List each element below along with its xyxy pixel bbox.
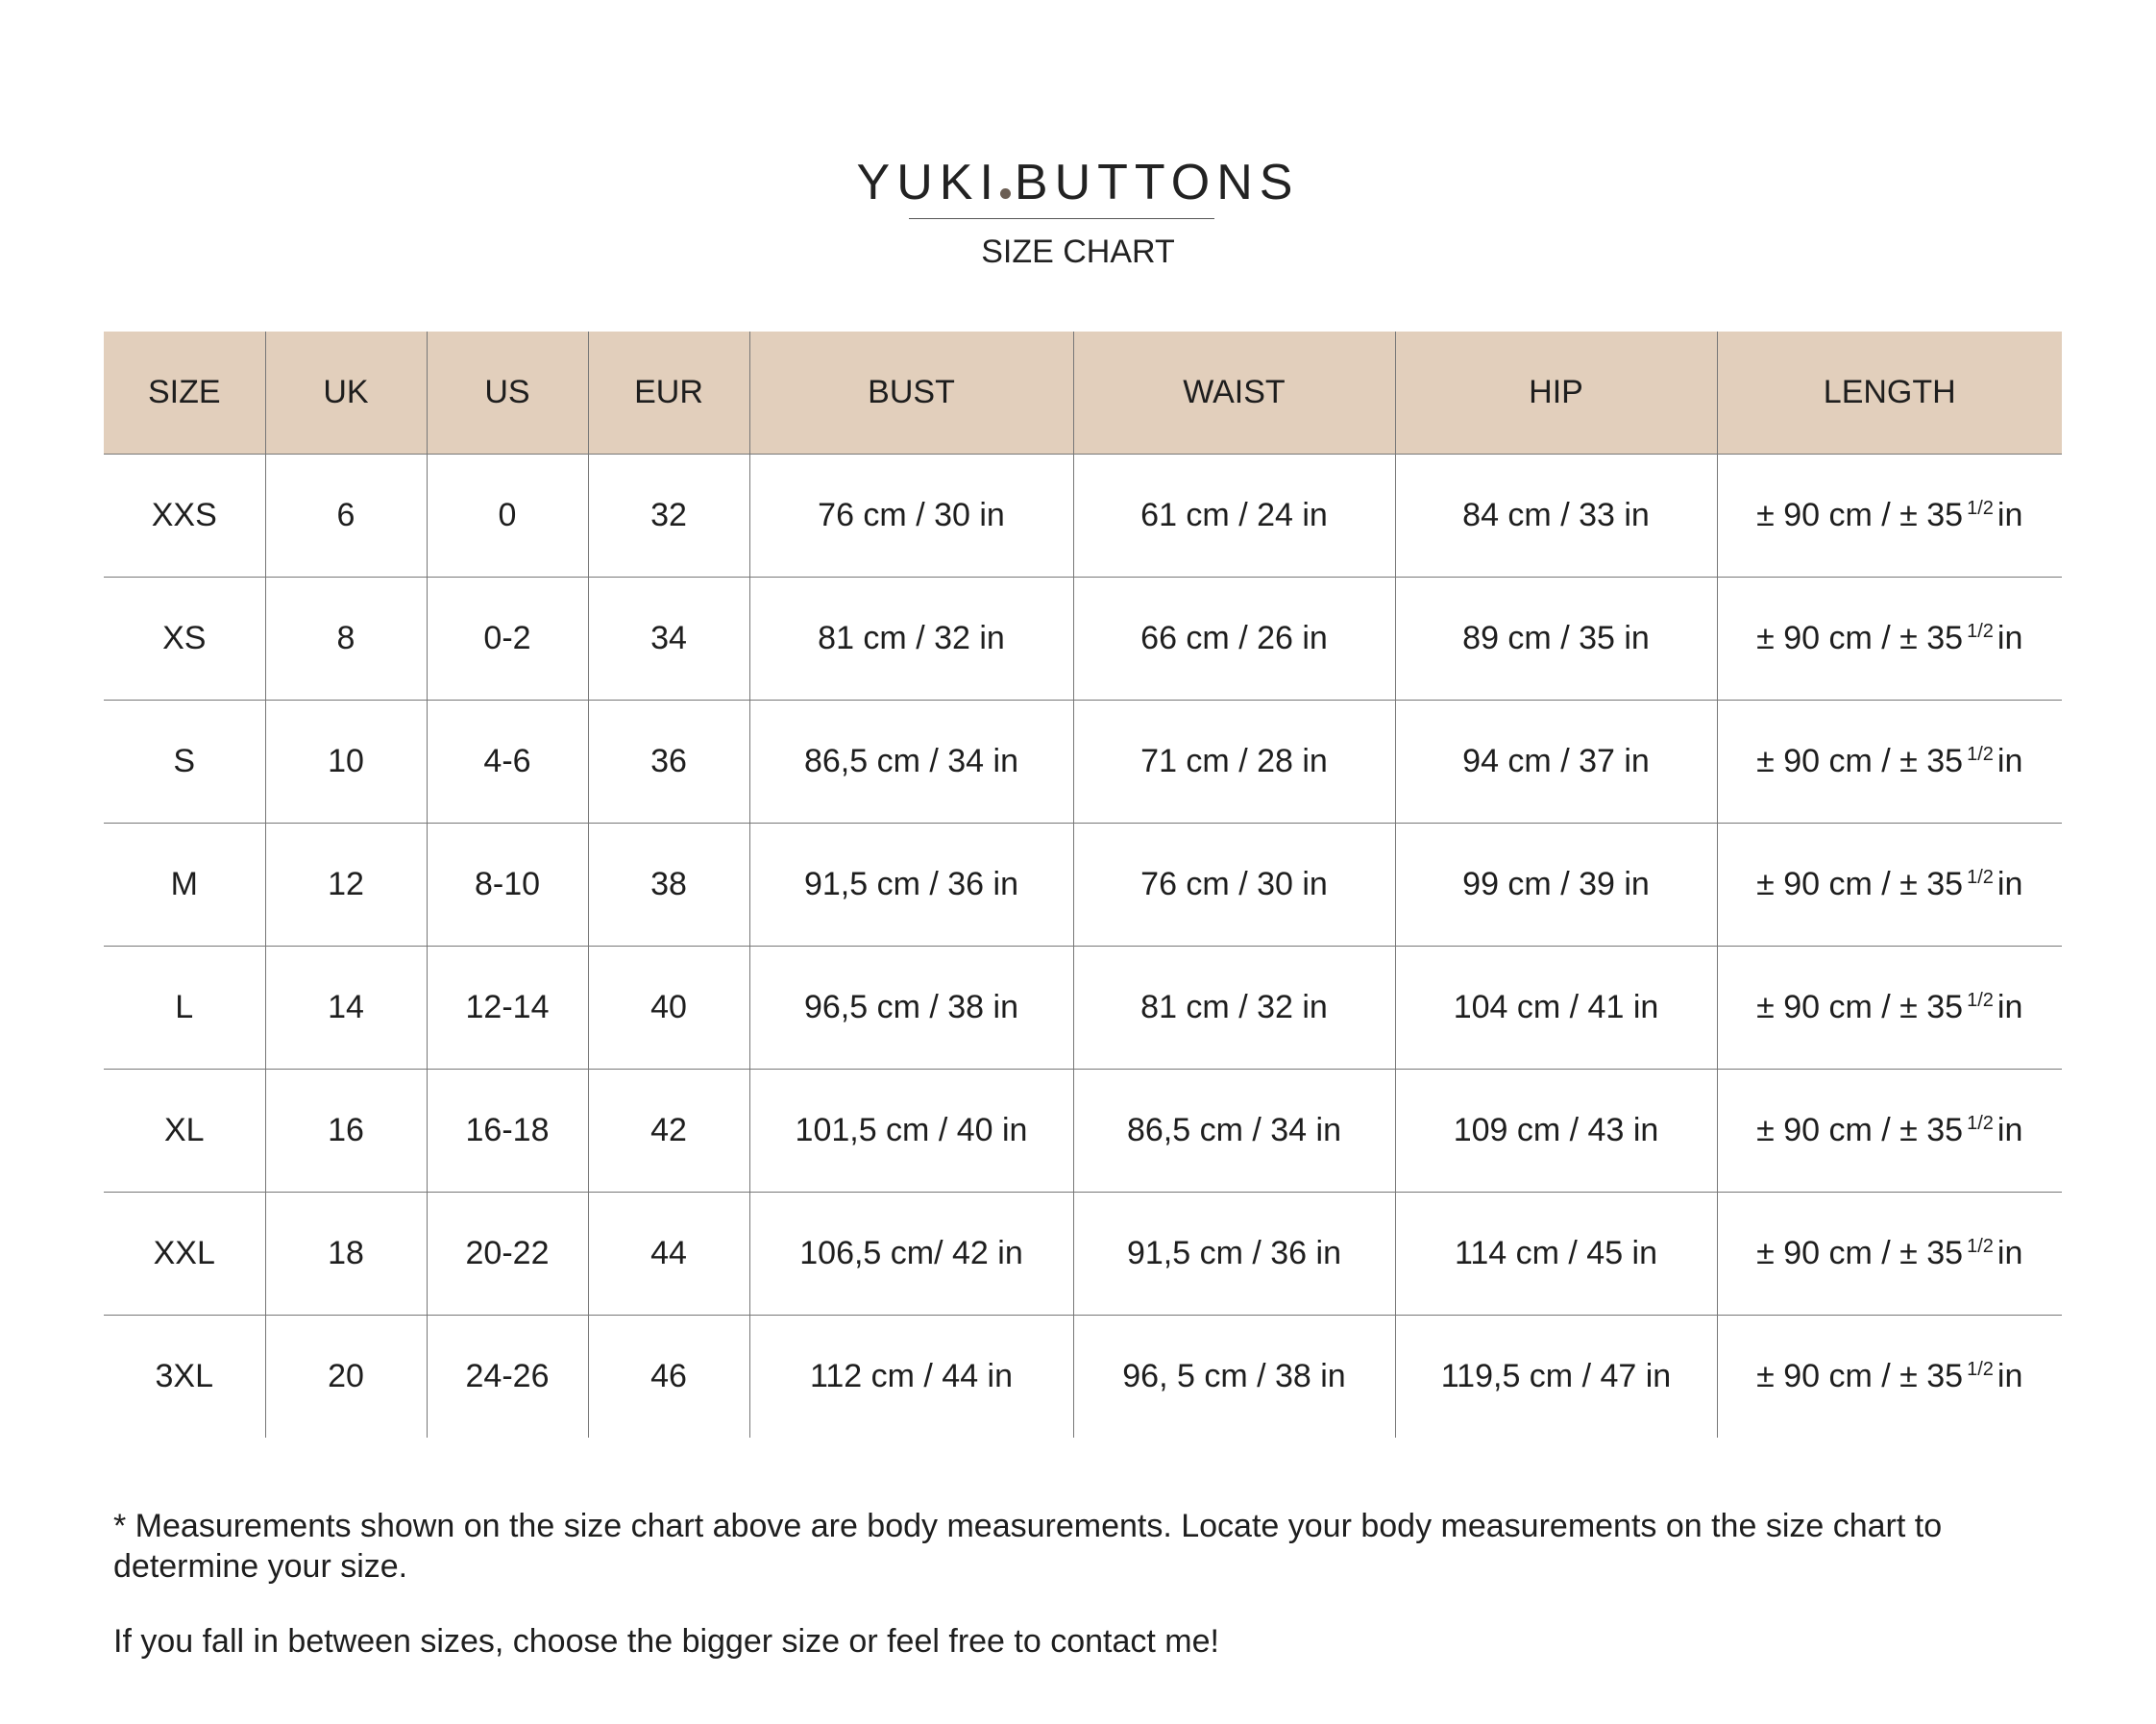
cell-eur: 46 <box>588 1316 749 1439</box>
brand-logo <box>0 152 2156 213</box>
cell-bust: 76 cm / 30 in <box>749 455 1073 578</box>
column-header-bust: BUST <box>749 332 1073 455</box>
cell-length <box>1717 1193 2062 1316</box>
cell-bust: 81 cm / 32 in <box>749 578 1073 701</box>
column-header-eur: EUR <box>588 332 749 455</box>
column-header-length: LENGTH <box>1717 332 2062 455</box>
cell-size: XL <box>104 1070 265 1193</box>
cell-eur: 42 <box>588 1070 749 1193</box>
cell-us: 4-6 <box>427 701 588 824</box>
cell-us: 0 <box>427 455 588 578</box>
cell-size: M <box>104 824 265 947</box>
table-row <box>104 824 2062 947</box>
cell-uk: 20 <box>265 1316 427 1439</box>
cell-length <box>1717 947 2062 1070</box>
table-row <box>104 1316 2062 1439</box>
brand-divider <box>909 218 1214 219</box>
cell-us: 8-10 <box>427 824 588 947</box>
cell-bust: 91,5 cm / 36 in <box>749 824 1073 947</box>
table-row <box>104 701 2062 824</box>
cell-size: XXS <box>104 455 265 578</box>
length-value: ± 90 cm / ± 35 <box>1756 620 1964 656</box>
cell-hip: 114 cm / 45 in <box>1395 1193 1717 1316</box>
cell-hip: 89 cm / 35 in <box>1395 578 1717 701</box>
cell-hip: 109 cm / 43 in <box>1395 1070 1717 1193</box>
cell-size: L <box>104 947 265 1070</box>
column-header-uk: UK <box>265 332 427 455</box>
cell-uk: 16 <box>265 1070 427 1193</box>
length-value: ± 90 cm / ± 35 <box>1756 497 1964 533</box>
cell-waist: 96, 5 cm / 38 in <box>1073 1316 1395 1439</box>
brand-name-right: BUTTONS <box>1014 155 1300 210</box>
cell-bust: 112 cm / 44 in <box>749 1316 1073 1439</box>
sizing-advice-note: If you fall in between sizes, choose the bigger size or feel free to contact me! <box>113 1623 1219 1660</box>
length-fraction: 1/2 <box>1967 867 1994 888</box>
column-header-hip: HIP <box>1395 332 1717 455</box>
cell-uk: 6 <box>265 455 427 578</box>
cell-hip: 84 cm / 33 in <box>1395 455 1717 578</box>
measurement-note: * Measurements shown on the size chart above are body measurements. Locate your body measurements on the size chart to determine your size. <box>113 1508 1943 1585</box>
cell-waist: 66 cm / 26 in <box>1073 578 1395 701</box>
length-fraction: 1/2 <box>1967 990 1994 1011</box>
length-unit: in <box>1997 1235 2023 1271</box>
length-fraction: 1/2 <box>1967 1113 1994 1134</box>
cell-uk: 8 <box>265 578 427 701</box>
length-fraction: 1/2 <box>1967 621 1994 642</box>
length-unit: in <box>1997 743 2023 779</box>
length-fraction: 1/2 <box>1967 1359 1994 1380</box>
cell-length <box>1717 701 2062 824</box>
column-header-size: SIZE <box>104 332 265 455</box>
column-header-waist: WAIST <box>1073 332 1395 455</box>
cell-hip: 94 cm / 37 in <box>1395 701 1717 824</box>
table-header-row <box>104 332 2062 455</box>
table-row <box>104 947 2062 1070</box>
cell-length <box>1717 1070 2062 1193</box>
brand-dot-icon <box>1000 188 1011 199</box>
cell-waist: 81 cm / 32 in <box>1073 947 1395 1070</box>
length-value: ± 90 cm / ± 35 <box>1756 1235 1964 1271</box>
cell-waist: 61 cm / 24 in <box>1073 455 1395 578</box>
cell-size: 3XL <box>155 1358 213 1394</box>
length-unit: in <box>1997 1358 2023 1394</box>
cell-waist: 91,5 cm / 36 in <box>1073 1193 1395 1316</box>
length-unit: in <box>1997 620 2023 656</box>
cell-uk: 10 <box>265 701 427 824</box>
page-title: SIZE CHART <box>981 234 1175 270</box>
length-value: ± 90 cm / ± 35 <box>1756 989 1964 1025</box>
length-fraction: 1/2 <box>1967 498 1994 519</box>
cell-waist: 71 cm / 28 in <box>1073 701 1395 824</box>
length-value: ± 90 cm / ± 35 <box>1756 1358 1964 1394</box>
table-row <box>104 455 2062 578</box>
cell-bust: 101,5 cm / 40 in <box>749 1070 1073 1193</box>
cell-eur: 44 <box>588 1193 749 1316</box>
length-unit: in <box>1997 1112 2023 1148</box>
length-unit: in <box>1997 989 2023 1025</box>
length-value: ± 90 cm / ± 35 <box>1756 1112 1964 1148</box>
length-fraction: 1/2 <box>1967 1236 1994 1257</box>
cell-uk: 14 <box>265 947 427 1070</box>
cell-size: S <box>104 701 265 824</box>
cell-length <box>1717 824 2062 947</box>
cell-hip: 104 cm / 41 in <box>1395 947 1717 1070</box>
cell-eur: 36 <box>588 701 749 824</box>
cell-eur: 32 <box>588 455 749 578</box>
column-header-us: US <box>427 332 588 455</box>
cell-uk: 12 <box>265 824 427 947</box>
cell-us: 24-26 <box>427 1316 588 1439</box>
cell-us: 0-2 <box>427 578 588 701</box>
length-fraction: 1/2 <box>1967 744 1994 765</box>
length-value: ± 90 cm / ± 35 <box>1756 866 1964 902</box>
cell-size: XS <box>104 578 265 701</box>
cell-hip: 99 cm / 39 in <box>1395 824 1717 947</box>
length-unit: in <box>1997 497 2023 533</box>
cell-us: 12-14 <box>427 947 588 1070</box>
cell-eur: 38 <box>588 824 749 947</box>
cell-hip: 119,5 cm / 47 in <box>1395 1316 1717 1439</box>
table-row <box>104 578 2062 701</box>
cell-waist: 76 cm / 30 in <box>1073 824 1395 947</box>
length-unit: in <box>1997 866 2023 902</box>
cell-length <box>1717 578 2062 701</box>
cell-length <box>1717 455 2062 578</box>
cell-size: XXL <box>104 1193 265 1316</box>
table-row <box>104 1070 2062 1193</box>
cell-length <box>1717 1316 2062 1439</box>
cell-eur: 34 <box>588 578 749 701</box>
brand-name-left: YUKI <box>856 155 1000 210</box>
cell-us: 20-22 <box>427 1193 588 1316</box>
cell-bust: 106,5 cm/ 42 in <box>749 1193 1073 1316</box>
size-chart-table <box>104 332 2062 1438</box>
table-row <box>104 1193 2062 1316</box>
cell-uk: 18 <box>265 1193 427 1316</box>
cell-bust: 86,5 cm / 34 in <box>749 701 1073 824</box>
cell-bust: 96,5 cm / 38 in <box>749 947 1073 1070</box>
length-value: ± 90 cm / ± 35 <box>1756 743 1964 779</box>
cell-us: 16-18 <box>427 1070 588 1193</box>
cell-waist: 86,5 cm / 34 in <box>1073 1070 1395 1193</box>
cell-eur: 40 <box>588 947 749 1070</box>
